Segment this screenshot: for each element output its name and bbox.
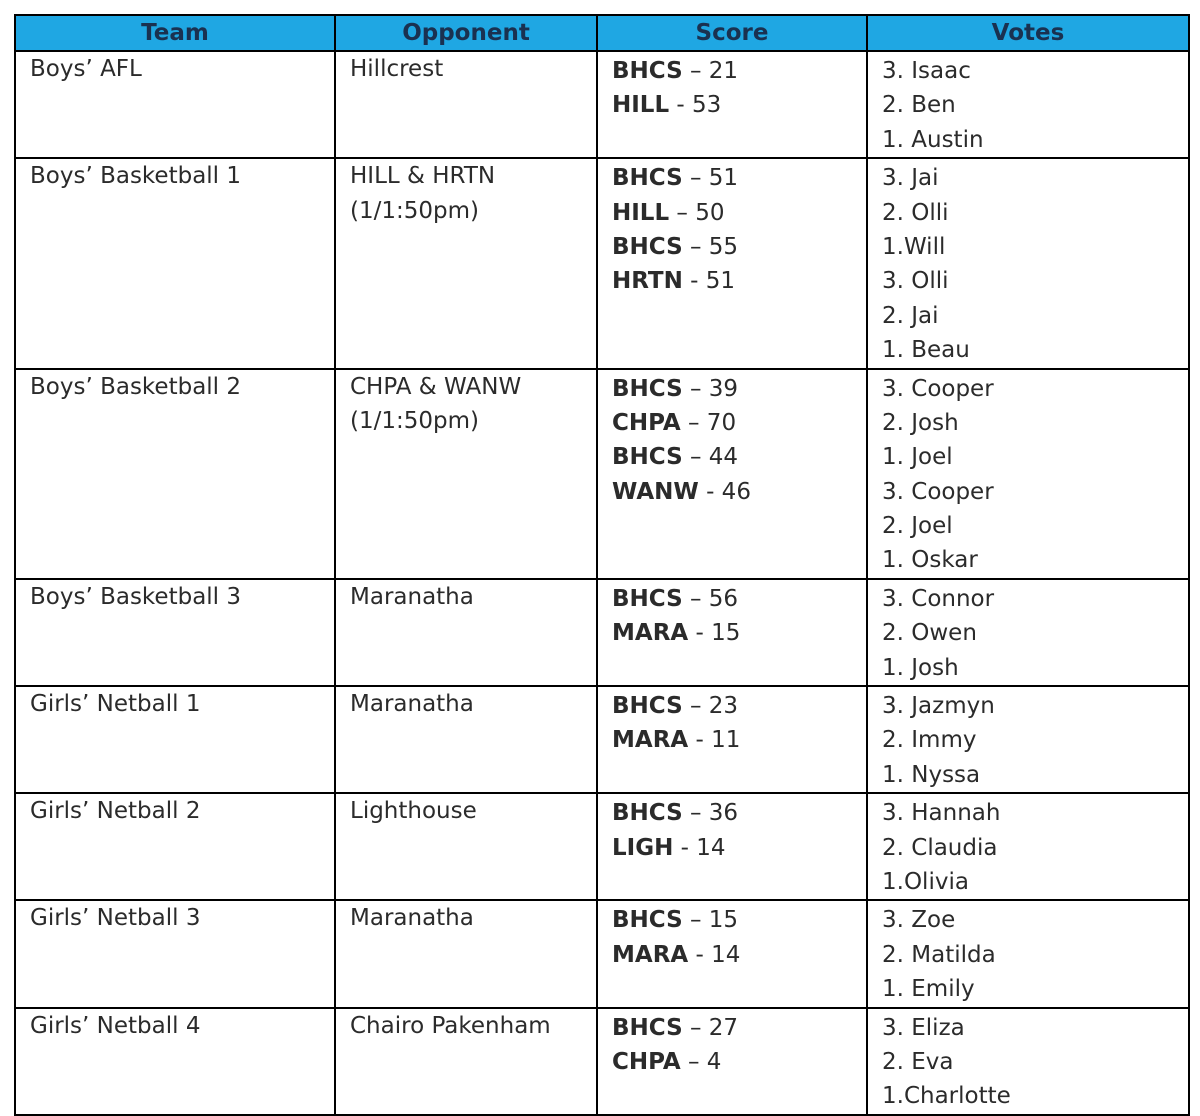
column-header-votes: Votes — [867, 15, 1189, 51]
school-code: BHCS — [612, 444, 683, 471]
team-cell: Boys’ Basketball 1 — [15, 158, 335, 368]
opponent-cell — [335, 369, 597, 579]
score-value: – 70 — [680, 409, 737, 436]
score-cell — [597, 158, 867, 368]
opponent-line: (1/1:50pm) — [350, 197, 479, 224]
vote-entry: 3. Cooper — [882, 375, 994, 402]
school-code: BHCS — [612, 800, 683, 827]
school-code: BHCS — [612, 233, 683, 260]
score-line — [612, 196, 852, 230]
table-row — [15, 51, 1189, 158]
score-line — [612, 440, 852, 474]
score-value: – 36 — [682, 800, 739, 827]
team-cell: Girls’ Netball 4 — [15, 1008, 335, 1115]
votes-cell — [867, 579, 1189, 686]
vote-entry: 2. Eva — [882, 1048, 954, 1075]
score-line — [612, 903, 852, 937]
opponent-cell — [335, 900, 597, 1007]
vote-entry: 2. Ben — [882, 92, 956, 119]
table-row — [15, 579, 1189, 686]
score-line — [612, 689, 852, 723]
opponent-line: HILL & HRTN — [350, 163, 496, 190]
score-cell — [597, 51, 867, 158]
school-code: BHCS — [612, 58, 683, 84]
score-line — [612, 406, 852, 440]
score-line — [612, 161, 852, 195]
opponent-cell — [335, 793, 597, 900]
votes-cell — [867, 369, 1189, 579]
votes-cell — [867, 158, 1189, 368]
score-value: – 39 — [682, 375, 739, 402]
score-value: – 27 — [682, 1014, 739, 1041]
school-code: BHCS — [612, 585, 683, 612]
school-code: CHPA — [612, 409, 681, 436]
score-value: - 46 — [698, 478, 751, 505]
score-line — [612, 1045, 852, 1079]
votes-cell — [867, 1008, 1189, 1115]
score-line — [612, 723, 852, 757]
opponent-cell — [335, 686, 597, 793]
vote-entry: 3. Jazmyn — [882, 693, 995, 720]
score-value: - 11 — [688, 727, 741, 754]
opponent-line: CHPA & WANW — [350, 373, 522, 400]
votes-cell — [867, 51, 1189, 158]
votes-cell — [867, 793, 1189, 900]
score-line — [612, 831, 852, 865]
vote-entry: 3. Connor — [882, 585, 995, 612]
score-cell — [597, 686, 867, 793]
opponent-line: Maranatha — [350, 583, 474, 610]
school-code: BHCS — [612, 1014, 683, 1041]
vote-entry: 2. Owen — [882, 620, 977, 647]
votes-cell — [867, 900, 1189, 1007]
vote-entry: 2. Joel — [882, 513, 953, 540]
school-code: MARA — [612, 620, 689, 647]
table-row — [15, 158, 1189, 368]
opponent-line: Maranatha — [350, 691, 474, 718]
opponent-line: Maranatha — [350, 905, 474, 932]
vote-entry: 3. Isaac — [882, 58, 971, 84]
school-code: BHCS — [612, 165, 683, 192]
results-table — [14, 14, 1190, 1116]
score-cell — [597, 1008, 867, 1115]
table-row — [15, 900, 1189, 1007]
score-value: - 14 — [673, 834, 726, 861]
score-value: – 21 — [682, 58, 739, 84]
score-line — [612, 582, 852, 616]
score-value: – 51 — [682, 165, 739, 192]
vote-entry: 1.Charlotte — [882, 1083, 1011, 1110]
school-code: MARA — [612, 941, 689, 968]
school-code: HILL — [612, 199, 670, 226]
vote-entry: 3. Olli — [882, 268, 949, 295]
score-value: - 14 — [688, 941, 741, 968]
score-value: – 4 — [680, 1048, 722, 1075]
opponent-line: Hillcrest — [350, 56, 444, 82]
team-cell: Girls’ Netball 3 — [15, 900, 335, 1007]
vote-entry: 2. Jai — [882, 302, 939, 329]
vote-entry: 3. Cooper — [882, 478, 994, 505]
score-line — [612, 264, 852, 298]
column-header-score: Score — [597, 15, 867, 51]
vote-entry: 2. Olli — [882, 199, 949, 226]
school-code: WANW — [612, 478, 699, 505]
column-header-team: Team — [15, 15, 335, 51]
vote-entry: 1. Oskar — [882, 547, 978, 574]
score-value: – 15 — [682, 907, 739, 934]
score-cell — [597, 793, 867, 900]
score-line — [612, 616, 852, 650]
score-line — [612, 796, 852, 830]
vote-entry: 1. Nyssa — [882, 761, 981, 788]
vote-entry: 1.Olivia — [882, 868, 969, 895]
score-line — [612, 230, 852, 264]
vote-entry: 2. Immy — [882, 727, 977, 754]
table-row — [15, 793, 1189, 900]
score-value: – 44 — [682, 444, 739, 471]
vote-entry: 2. Claudia — [882, 834, 998, 861]
school-code: CHPA — [612, 1048, 681, 1075]
table-row — [15, 686, 1189, 793]
score-value: - 15 — [688, 620, 741, 647]
score-value: – 50 — [669, 199, 725, 226]
vote-entry: 1.Will — [882, 233, 946, 260]
vote-entry: 1. Josh — [882, 654, 959, 681]
score-cell — [597, 900, 867, 1007]
score-value: – 55 — [682, 233, 739, 260]
opponent-line: Chairo Pakenham — [350, 1012, 551, 1039]
score-line — [612, 1011, 852, 1045]
team-cell: Boys’ Basketball 3 — [15, 579, 335, 686]
table-row — [15, 1008, 1189, 1115]
score-cell — [597, 369, 867, 579]
school-code: HILL — [612, 92, 670, 119]
score-line — [612, 938, 852, 972]
vote-entry: 2. Matilda — [882, 941, 996, 968]
school-code: BHCS — [612, 907, 683, 934]
opponent-cell — [335, 1008, 597, 1115]
team-cell: Boys’ Basketball 2 — [15, 369, 335, 579]
team-cell: Boys’ AFL — [15, 51, 335, 158]
vote-entry: 1. Joel — [882, 444, 953, 471]
score-value: - 53 — [669, 92, 722, 119]
score-value: – 23 — [682, 693, 739, 720]
school-code: HRTN — [612, 268, 683, 295]
team-cell: Girls’ Netball 2 — [15, 793, 335, 900]
vote-entry: 3. Jai — [882, 165, 939, 192]
team-cell: Girls’ Netball 1 — [15, 686, 335, 793]
vote-entry: 1. Beau — [882, 337, 970, 364]
opponent-cell — [335, 51, 597, 158]
table-body — [15, 51, 1189, 1115]
score-line — [612, 475, 852, 509]
vote-entry: 3. Hannah — [882, 800, 1001, 827]
table-row — [15, 369, 1189, 579]
vote-entry: 3. Zoe — [882, 907, 956, 934]
school-code: BHCS — [612, 375, 683, 402]
school-code: LIGH — [612, 834, 674, 861]
vote-entry: 3. Eliza — [882, 1014, 965, 1041]
score-cell — [597, 579, 867, 686]
score-line — [612, 372, 852, 406]
vote-entry: 1. Emily — [882, 976, 975, 1003]
opponent-line: (1/1:50pm) — [350, 407, 479, 434]
votes-cell — [867, 686, 1189, 793]
opponent-line: Lighthouse — [350, 798, 477, 825]
school-code: MARA — [612, 727, 689, 754]
column-header-opponent: Opponent — [335, 15, 597, 51]
score-line — [612, 54, 852, 88]
opponent-cell — [335, 579, 597, 686]
school-code: BHCS — [612, 693, 683, 720]
vote-entry: 1. Austin — [882, 126, 984, 153]
score-value: – 56 — [682, 585, 739, 612]
score-line — [612, 88, 852, 122]
score-value: - 51 — [682, 268, 736, 295]
opponent-cell — [335, 158, 597, 368]
header-row — [15, 15, 1189, 51]
vote-entry: 2. Josh — [882, 409, 959, 436]
